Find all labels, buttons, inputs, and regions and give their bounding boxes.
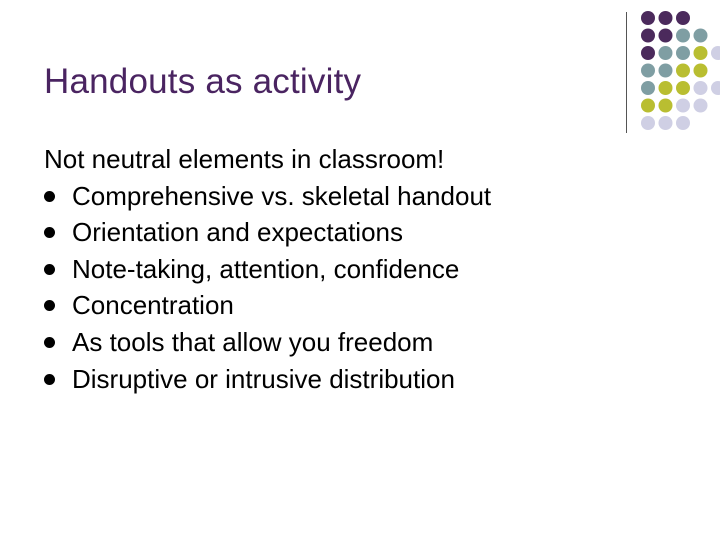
decorative-dot xyxy=(659,64,673,78)
decorative-dot xyxy=(676,116,690,130)
bullet-text: Comprehensive vs. skeletal handout xyxy=(72,180,492,211)
bullet-dot-icon xyxy=(44,191,55,202)
decorative-dot xyxy=(694,29,708,43)
bullet-item xyxy=(44,324,644,361)
decorative-dot xyxy=(676,29,690,43)
slide-title: Handouts as activity xyxy=(44,62,362,101)
bullet-text: As tools that allow you freedom xyxy=(72,326,434,357)
decorative-dot-grid xyxy=(0,0,720,140)
decorative-dot xyxy=(659,116,673,130)
bullet-text: Disruptive or intrusive distribution xyxy=(72,363,455,394)
bullet-text: Concentration xyxy=(72,290,234,321)
decorative-dot xyxy=(641,11,655,25)
decorative-dot xyxy=(676,11,690,25)
bullet-item xyxy=(44,251,644,288)
bullet-text: Orientation and expectations xyxy=(72,217,403,248)
decorative-dot xyxy=(641,116,655,130)
decorative-dot xyxy=(694,99,708,113)
bullet-dot-icon xyxy=(44,227,55,238)
decorative-dot xyxy=(641,81,655,95)
decorative-dot xyxy=(659,11,673,25)
bullet-item xyxy=(44,214,644,251)
decorative-dot xyxy=(694,46,708,60)
bullet-dot-icon xyxy=(44,264,55,275)
decorative-dot xyxy=(694,81,708,95)
bullet-dot-icon xyxy=(44,300,55,311)
decorative-dot xyxy=(641,29,655,43)
decorative-dot xyxy=(641,64,655,78)
decorative-dot xyxy=(676,46,690,60)
decorative-dot xyxy=(694,64,708,78)
intro-line: Not neutral elements in classroom! xyxy=(44,144,445,174)
bullet-item xyxy=(44,178,644,215)
bullet-text: Note-taking, attention, confidence xyxy=(72,253,460,284)
slide-body xyxy=(44,141,644,397)
decorative-dot xyxy=(676,81,690,95)
decorative-dot xyxy=(659,81,673,95)
decorative-dot xyxy=(641,99,655,113)
decorative-dot xyxy=(711,46,720,60)
decorative-dot xyxy=(641,46,655,60)
bullet-dot-icon xyxy=(44,374,55,385)
decorative-dot xyxy=(711,81,720,95)
bullet-item xyxy=(44,361,644,398)
bullet-dot-icon xyxy=(44,337,55,348)
bullet-list xyxy=(44,178,644,398)
bullet-item xyxy=(44,287,644,324)
decorative-dot xyxy=(659,46,673,60)
decorative-dot xyxy=(659,29,673,43)
decorative-dot xyxy=(676,99,690,113)
decorative-dot xyxy=(659,99,673,113)
decorative-dot xyxy=(676,64,690,78)
